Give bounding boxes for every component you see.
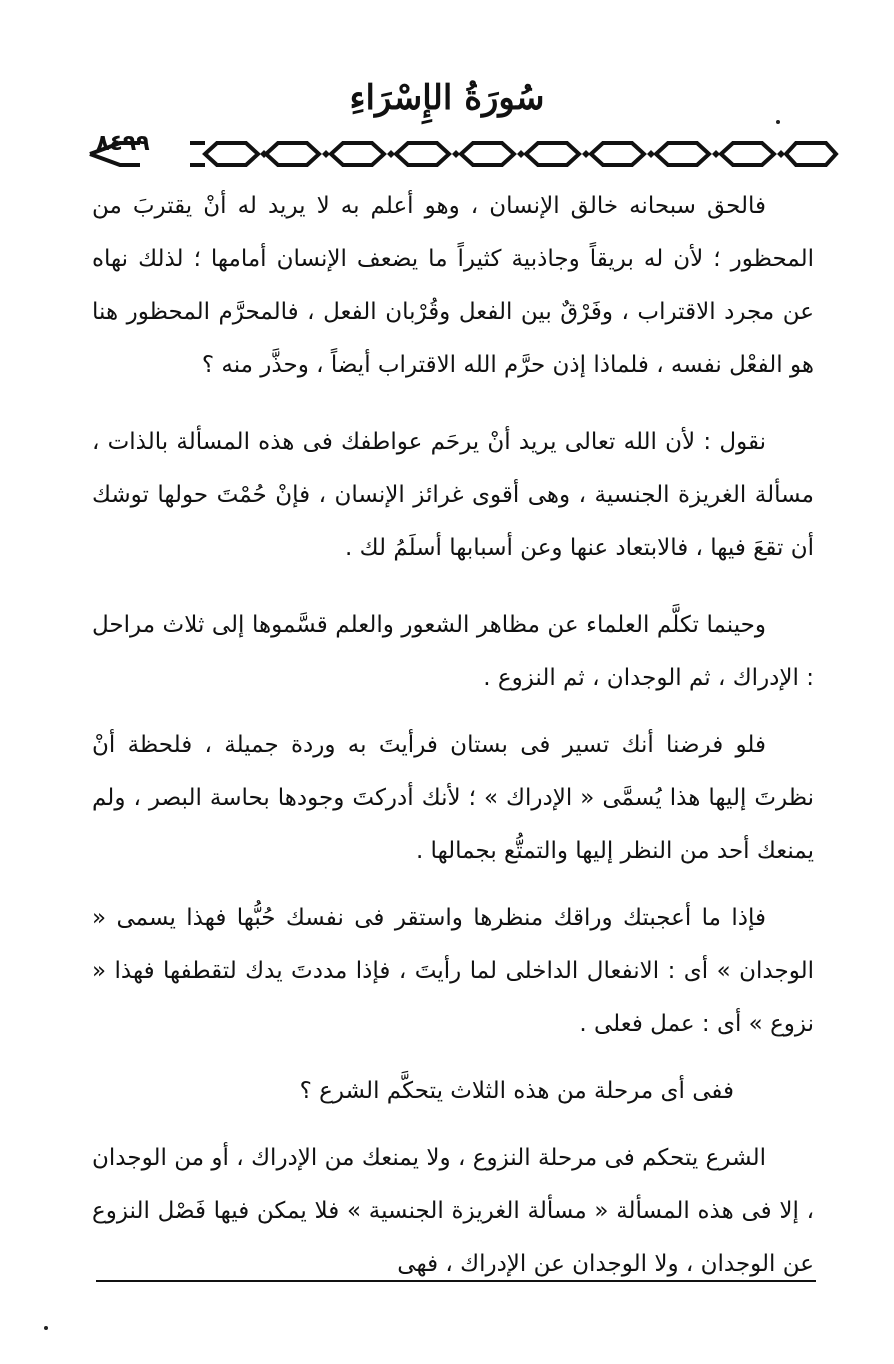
paragraph: فإذا ما أعجبتك وراقك منظرها واستقر فى نفسك حُبُّها فهذا يسمى « الوجدان » أى : الانفعال الداخلى لما رأيتَ ، فإذا مددتَ يدك لتقطفها فهذا « نزوع » أى : عمل فعلى . (92, 905, 814, 1037)
paragraph: فالحق سبحانه خالق الإنسان ، وهو أعلم به لا يريد له أنْ يقتربَ من المحظور ؛ لأن له بريقاً وجاذبية كثيراً ما يضعف الإنسان أمامها ؛ لذلك نهاه عن مجرد الاقتراب ، وفَرْقٌ بين الفعل وقُرْبان الفعل ، فالمحرَّم المحظور هنا هو الفعْل نفسه ، فلماذا إذن حرَّم الله الاقتراب أيضاً ، وحذَّر منه ؟ (92, 193, 814, 378)
footer-rule (96, 1280, 816, 1282)
surah-title: سُورَةُ الإِسْرَاءِ (349, 78, 545, 118)
scan-speck (44, 1326, 48, 1330)
scan-speck (776, 120, 780, 124)
paragraph: وحينما تكلَّم العلماء عن مظاهر الشعور والعلم قسَّموها إلى ثلاث مراحل : الإدراك ، ثم الوجدان ، ثم النزوع . (92, 612, 814, 691)
paragraph: فلو فرضنا أنك تسير فى بستان فرأيتَ به وردة جميلة ، فلحظة أنْ نظرتَ إليها هذا يُسمَّى « الإدراك » ؛ لأنك أدركتَ وجودها بحاسة البصر ، ولم يمنعك أحد من النظر إليها والتمتُّع بجمالها . (92, 732, 814, 864)
page-body (92, 180, 814, 1305)
paragraph: نقول : لأن الله تعالى يريد أنْ يرحَم عواطفك فى هذه المسألة بالذات ، مسألة الغريزة الجنسية ، وهى أقوى غرائز الإنسان ، فإنْ حُمْتَ حولها توشك أن تقعَ فيها ، فالابتعاد عنها وعن أسبابها أسلَمُ لك . (92, 429, 814, 561)
paragraph: الشرع يتحكم فى مرحلة النزوع ، ولا يمنعك من الإدراك ، أو من الوجدان ، إلا فى هذه المسألة « مسألة الغريزة الجنسية » فلا يمكن فيها فَصْل النزوع عن الوجدان ، ولا الوجدان عن الإدراك ، فهى (92, 1145, 814, 1277)
page-number: ٨٤٩٩ (96, 131, 150, 156)
ornamental-border-icon (80, 134, 844, 174)
paragraph: ففى أى مرحلة من هذه الثلاث يتحكَّم الشرع ؟ (299, 1078, 734, 1104)
